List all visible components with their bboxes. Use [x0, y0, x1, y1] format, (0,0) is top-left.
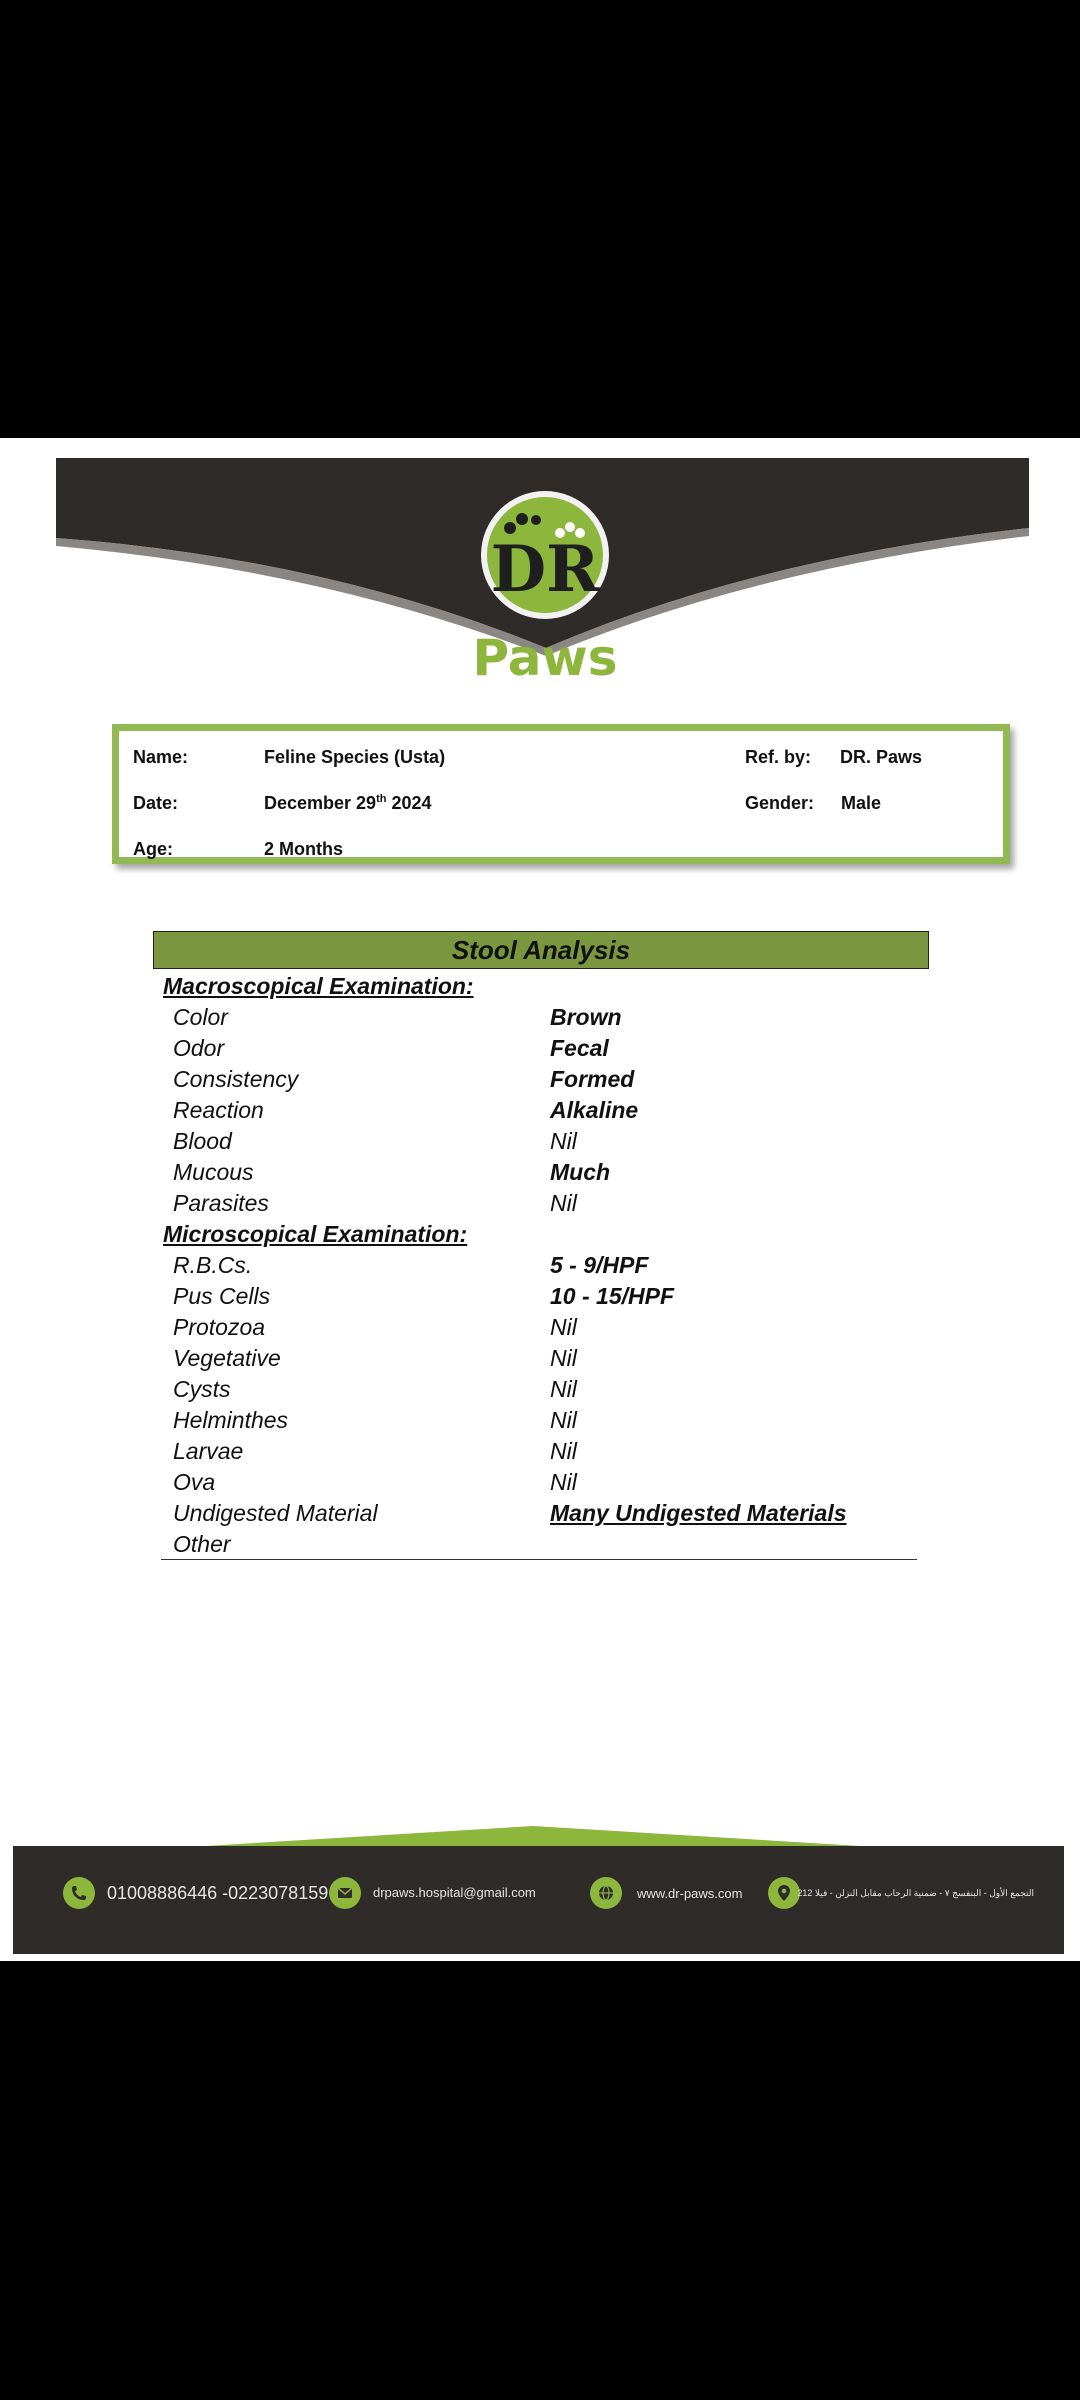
- date-value-day: December 29: [264, 793, 377, 813]
- macro-section-title: Macroscopical Examination:: [163, 973, 474, 999]
- age-label: Age:: [133, 839, 173, 859]
- row-value-vegetative: Nil: [550, 1345, 577, 1371]
- date-label: Date:: [133, 793, 179, 813]
- ref-value: DR. Paws: [840, 747, 923, 767]
- row-value-pus-cells: 10 - 15/HPF: [550, 1283, 674, 1309]
- row-label-odor: Odor: [173, 1035, 225, 1061]
- row-label-larvae: Larvae: [173, 1438, 244, 1464]
- row-label-pus-cells: Pus Cells: [173, 1283, 271, 1309]
- row-value-cysts: Nil: [550, 1376, 577, 1402]
- row-label-cysts: Cysts: [173, 1376, 231, 1402]
- logo-text-paws: Paws: [472, 629, 618, 687]
- row-label-rbcs: R.B.Cs.: [173, 1252, 253, 1278]
- row-value-undigested: Many Undigested Materials: [550, 1500, 847, 1526]
- row-value-reaction: Alkaline: [550, 1097, 639, 1123]
- row-label-mucous: Mucous: [173, 1159, 254, 1185]
- row-label-reaction: Reaction: [173, 1097, 264, 1123]
- row-label-consistency: Consistency: [173, 1066, 299, 1092]
- row-value-ova: Nil: [550, 1469, 577, 1495]
- row-label-helminthes: Helminthes: [173, 1407, 289, 1433]
- row-label-parasites: Parasites: [173, 1190, 269, 1216]
- table-bottom-divider: [161, 1559, 917, 1560]
- row-value-odor: Fecal: [550, 1035, 609, 1061]
- name-label: Name:: [133, 747, 189, 767]
- row-label-protozoa: Protozoa: [173, 1314, 266, 1340]
- row-value-consistency: Formed: [550, 1066, 635, 1092]
- report-title: Stool Analysis: [153, 931, 929, 969]
- gender-value: Male: [841, 793, 882, 813]
- row-label-color: Color: [173, 1004, 228, 1030]
- row-value-protozoa: Nil: [550, 1314, 577, 1340]
- date-value-suffix: th: [376, 793, 387, 805]
- footer-email: drpaws.hospital@gmail.com: [373, 1885, 536, 1900]
- row-label-vegetative: Vegetative: [173, 1345, 281, 1371]
- name-value: Feline Species (Usta): [264, 747, 446, 767]
- row-label-blood: Blood: [173, 1128, 232, 1154]
- row-label-ova: Ova: [173, 1469, 216, 1495]
- dr-paws-logo: [470, 493, 620, 693]
- row-value-larvae: Nil: [550, 1438, 577, 1464]
- row-label-other: Other: [173, 1531, 231, 1557]
- phone-icon: [63, 1877, 95, 1909]
- row-value-helminthes: Nil: [550, 1407, 577, 1433]
- row-value-color: Brown: [550, 1004, 622, 1030]
- report-page: [0, 438, 1080, 1961]
- location-pin-icon: [768, 1877, 800, 1909]
- logo-text-dr: DR: [490, 532, 600, 607]
- row-value-blood: Nil: [550, 1128, 577, 1154]
- row-label-undigested: Undigested Material: [173, 1500, 378, 1526]
- footer-website: www.dr-paws.com: [637, 1886, 743, 1901]
- row-value-parasites: Nil: [550, 1190, 577, 1216]
- micro-section-title: Microscopical Examination:: [163, 1221, 468, 1247]
- date-value-year: 2024: [386, 793, 432, 813]
- email-icon: [329, 1877, 361, 1909]
- gender-label: Gender:: [745, 793, 815, 813]
- footer-phone: 01008886446 -0223078159: [107, 1883, 329, 1903]
- ref-label: Ref. by:: [745, 747, 812, 767]
- row-value-mucous: Much: [550, 1159, 611, 1185]
- date-value: [264, 793, 432, 814]
- row-value-rbcs: 5 - 9/HPF: [550, 1252, 649, 1278]
- globe-icon: [590, 1877, 622, 1909]
- patient-info-box: [112, 724, 1010, 864]
- footer-address: التجمع الأول - البنفسج ٧ - ضمنية الرحاب مقابل النزلن - فيلا 212: [797, 1888, 1034, 1898]
- age-value: 2 Months: [264, 839, 343, 859]
